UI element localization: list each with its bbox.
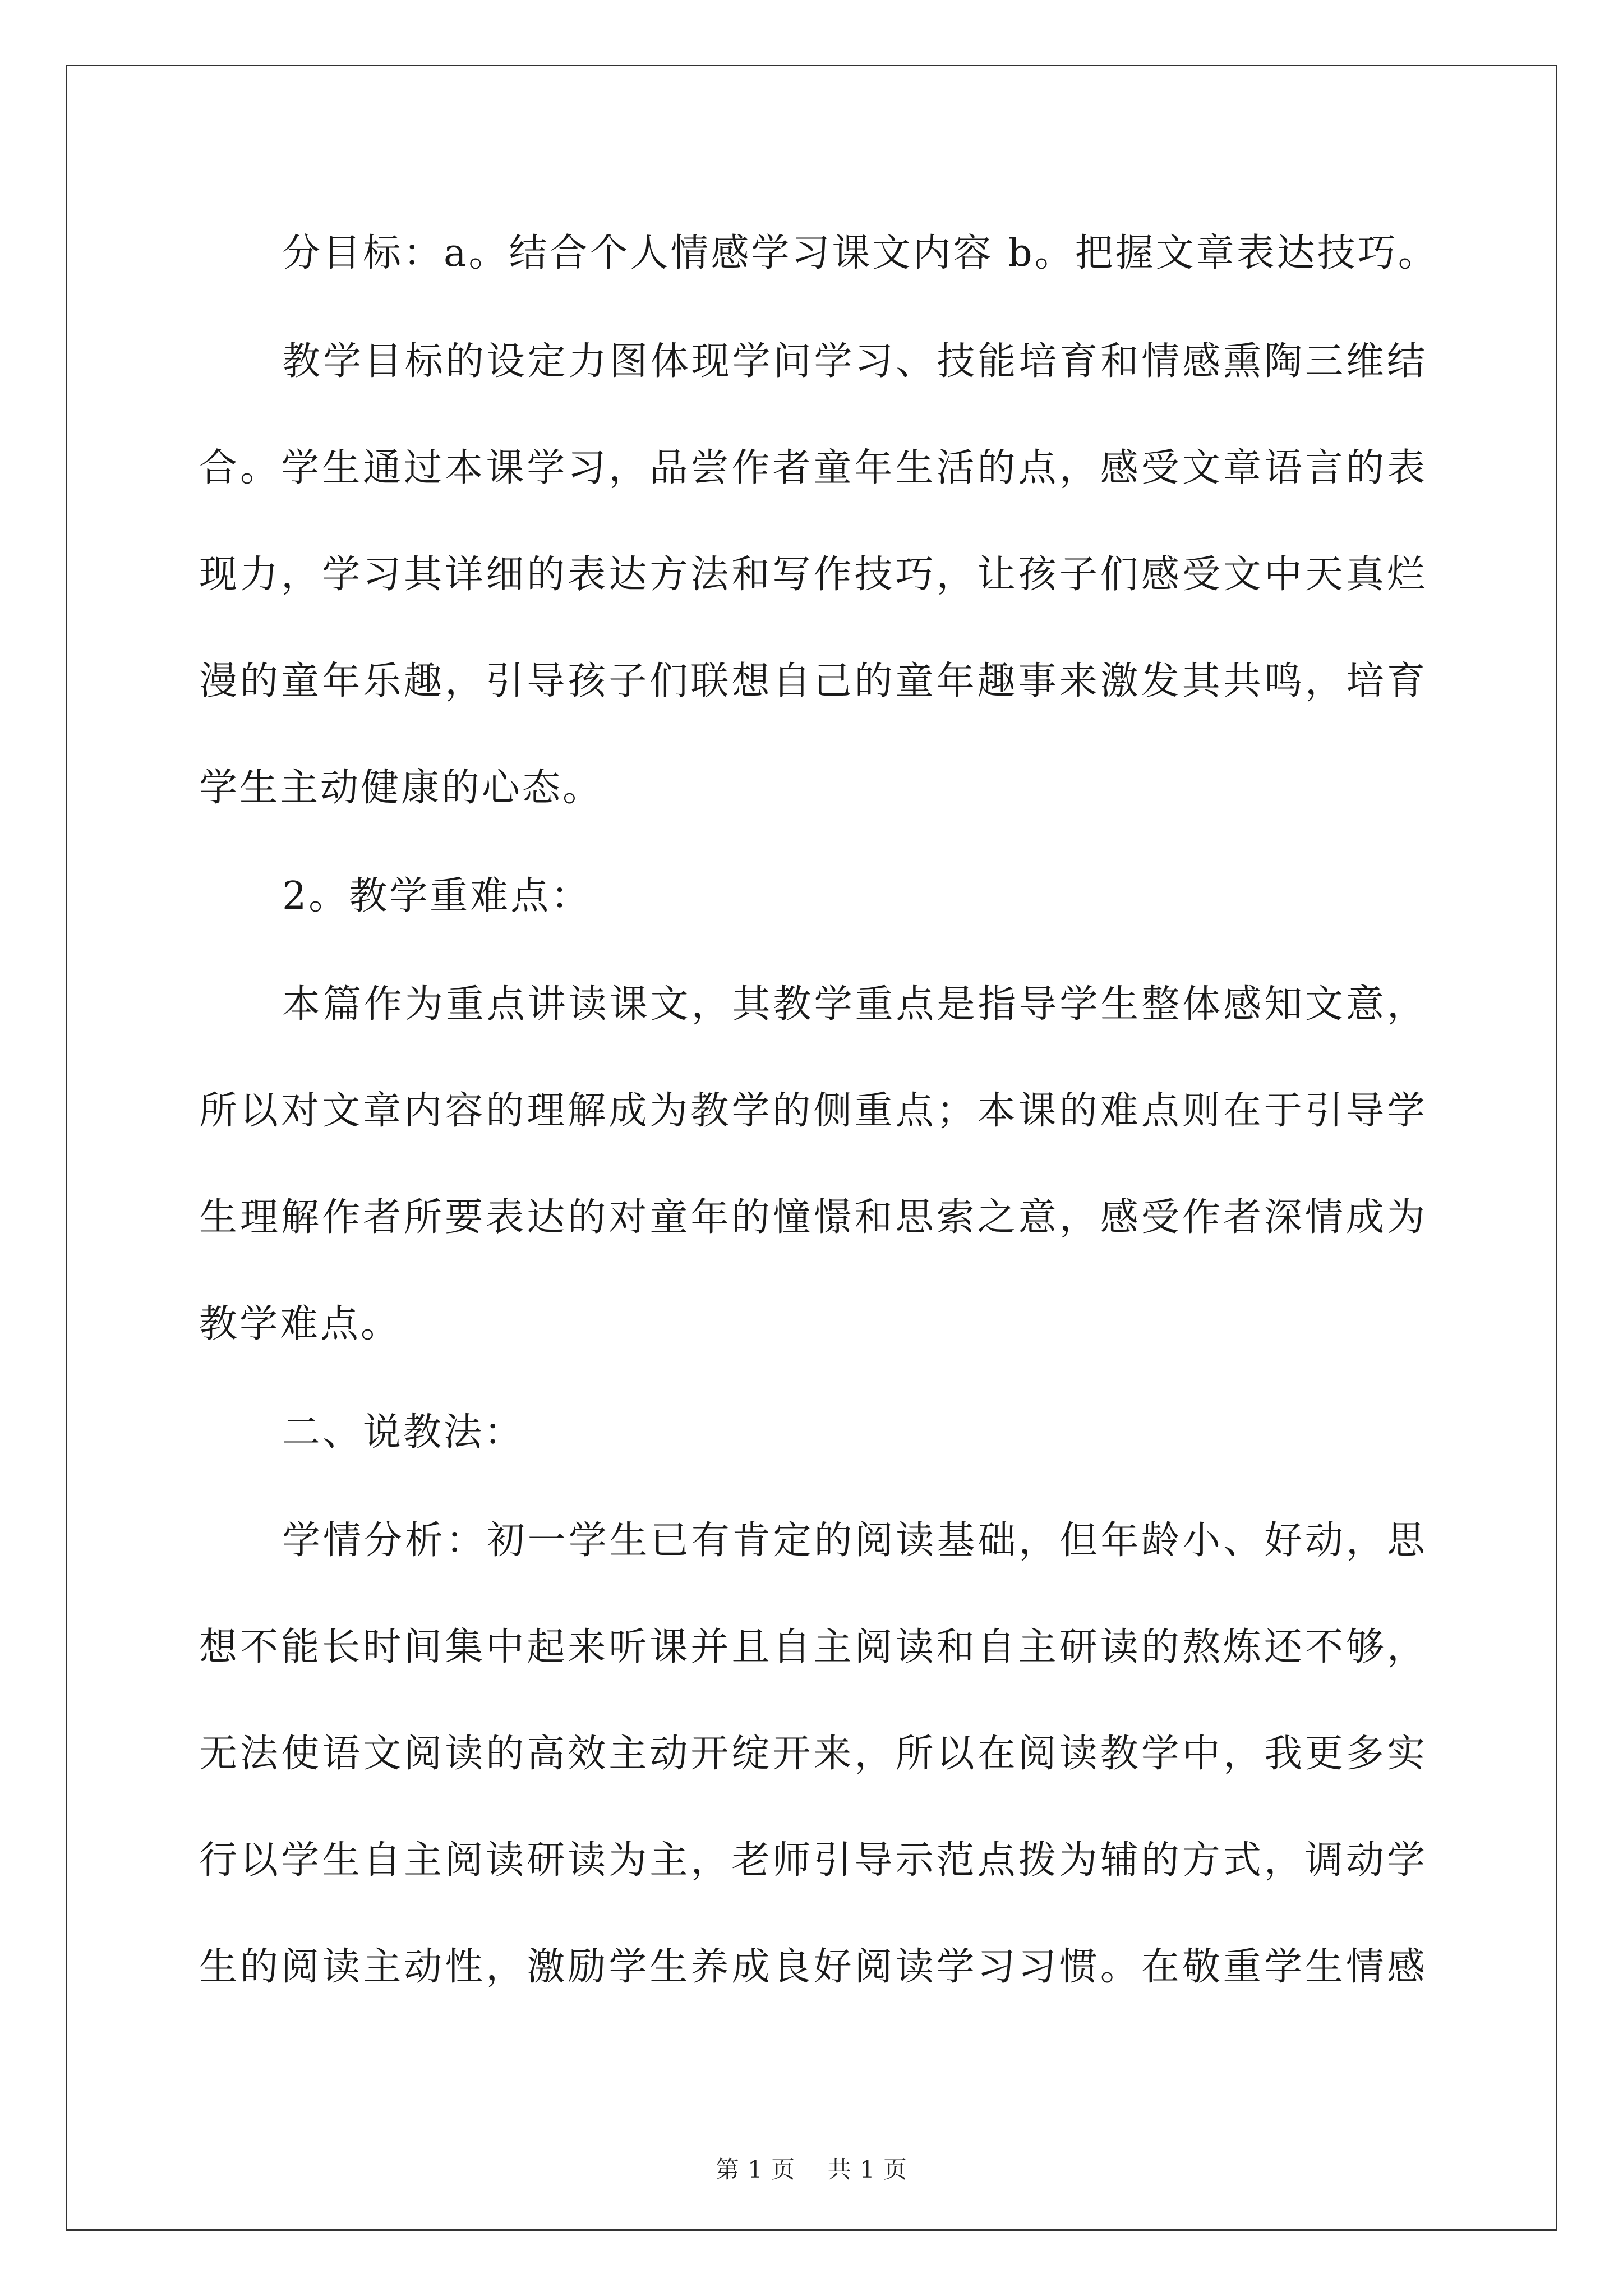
paragraph-line: 漫的童年乐趣，引导孩子们联想自己的童年趣事来激发其共鸣，培育 — [199, 659, 1427, 703]
paragraph-line: 行以学生自主阅读研读为主，老师引导示范点拨为辅的方式，调动学 — [199, 1838, 1427, 1883]
section-heading: 2。教学重难点： — [282, 874, 592, 918]
paragraph-line: 教学难点。 — [199, 1302, 402, 1346]
paragraph-line: 学生主动健康的心态。 — [199, 766, 603, 810]
paragraph-line: 生理解作者所要表达的对童年的憧憬和思索之意，感受作者深情成为 — [199, 1195, 1427, 1240]
paragraph-line: 本篇作为重点讲读课文，其教学重点是指导学生整体感知文意， — [282, 982, 1427, 1027]
paragraph-line: 想不能长时间集中起来听课并且自主阅读和自主研读的熬炼还不够， — [199, 1625, 1427, 1669]
page-border — [66, 65, 1557, 2231]
paragraph-line: 生的阅读主动性，激励学生养成良好阅读学习习惯。在敬重学生情感 — [199, 1945, 1427, 1989]
paragraph-line: 无法使语文阅读的高效主动开绽开来，所以在阅读教学中，我更多实 — [199, 1732, 1427, 1776]
paragraph-line: 分目标：a。结合个人情感学习课文内容 b。把握文章表达技巧。 — [282, 231, 1438, 275]
paragraph-line: 现力，学习其详细的表达方法和写作技巧，让孩子们感受文中天真烂 — [199, 553, 1427, 597]
paragraph-line: 学情分析：初一学生已有肯定的阅读基础，但年龄小、好动，思 — [282, 1519, 1427, 1563]
section-heading: 二、说教法： — [282, 1410, 525, 1455]
paragraph-line: 教学目标的设定力图体现学问学习、技能培育和情感熏陶三维结 — [282, 339, 1427, 384]
paragraph-line: 合。学生通过本课学习，品尝作者童年生活的点，感受文章语言的表 — [199, 446, 1427, 490]
page-number-footer: 第 1 页 共 1 页 — [715, 2156, 908, 2183]
paragraph-line: 所以对文章内容的理解成为教学的侧重点；本课的难点则在于引导学 — [199, 1089, 1427, 1133]
